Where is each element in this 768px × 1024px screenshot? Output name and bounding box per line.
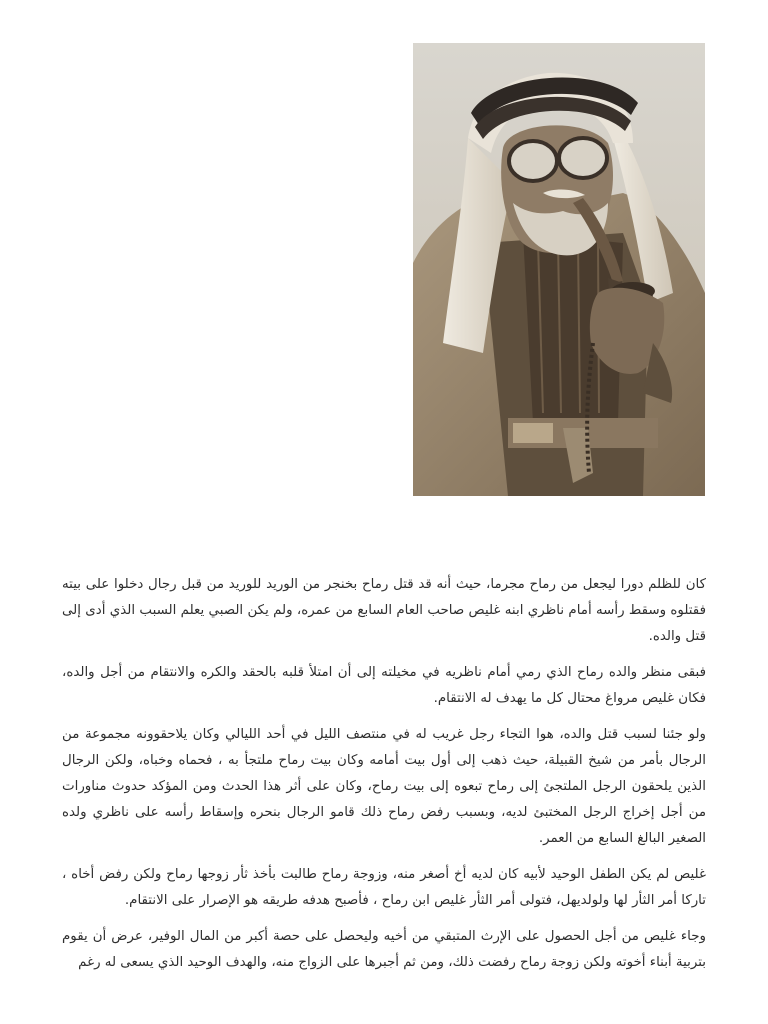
paragraph: فبقى منظر والده رماح الذي رمي أمام ناظريه في مخيلته إلى أن امتلأ قلبه بالحقد والكره والانتقام من أجل والده، فكان غليص مرواغ محتال كل ما يهدف له الانتقام. [62,665,706,706]
paragraph: غليص لم يكن الطفل الوحيد لأبيه كان لديه أخ أصغر منه، وزوجة رماح طالبت بأخذ ثأر زوجها رماح ولكن رفض أخاه ، تاركا أمر الثأر لها ولولديهل، فتولى أمر الثأر غليص ابن رماح ، فأصبح هدفه طريقه هو الإصرار على الانتقام. [62,867,706,908]
portrait-illustration [413,43,705,496]
portrait-photo [413,43,705,496]
paragraph: كان للظلم دورا ليجعل من رماح مجرما، حيث أنه قد قتل رماح بخنجر من الوريد للوريد من قبل رجال دخلوا على بيته فقتلوه وسقط رأسه أمام ناظري ابنه غليص صاحب العام السابع من عمره، ولم يكن الصبي يعلم السبب الذي أدى إلى قتل والده. [62,577,706,644]
paragraph: وجاء غليص من أجل الحصول على الإرث المتبقي من أخيه وليحصل على حصة أكبر من المال الوفير، عرض أن يقوم بتربية أبناء أخوته ولكن زوجة رماح رفضت ذلك، ومن ثم أجبرها على الزواج منه، والهدف الوحيد الذي يسعى له رغم [62,929,706,970]
paragraph: ولو جئنا لسبب قتل والده، هوا التجاء رجل غريب له في منتصف الليل في أحد الليالي وكان يلاحقوونه مجموعة من الرجال بأمر من شيخ القبيلة، حيث ذهب إلى أول بيت أمامه وكان بيت رماح ملتجأ به ، فحماه وخباه، ولكن الرجال الذين يلحقون الرجل الملتجئ إلى رماح تبعوه إلى بيت رماح، وكان على أثر هذا الحدث ومن المؤكد حدوث مناورات من أجل إخراج الرجل المختبئ لديه، وبسبب رفض رماح ذلك قامو الرجال بنحره وإسقاط رأسه على ناظري ولده الصغير البالغ السابع من العمر. [62,727,706,846]
article-body [62,572,706,986]
